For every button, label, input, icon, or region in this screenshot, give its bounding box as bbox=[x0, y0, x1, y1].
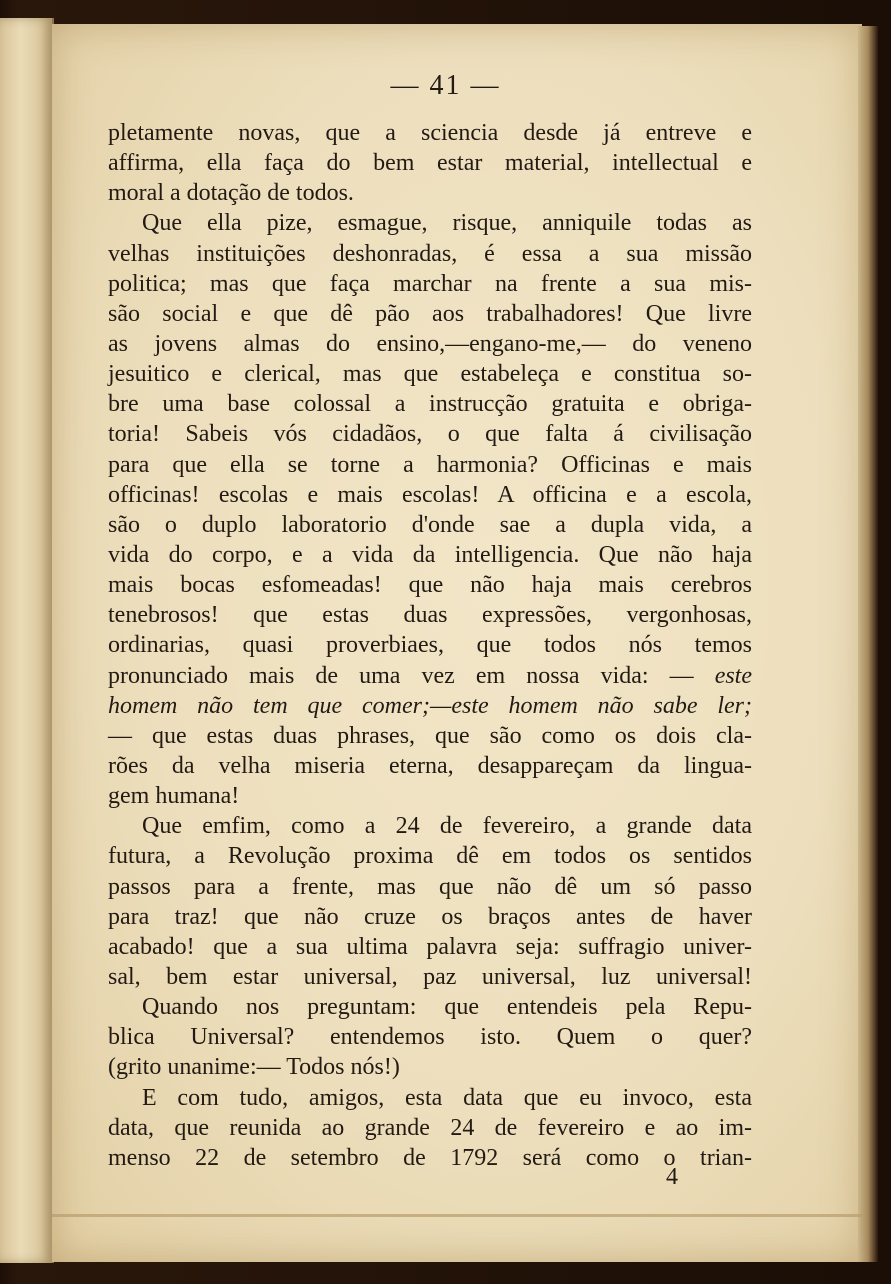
text-line bbox=[108, 450, 752, 480]
text-line bbox=[108, 510, 752, 540]
text-line bbox=[108, 962, 752, 992]
text-segment: passos para a frente, mas que não dê um só passo bbox=[108, 873, 752, 900]
text-segment: E com tudo, amigos, esta data que eu invoco, esta bbox=[142, 1084, 752, 1111]
text-line bbox=[108, 872, 752, 902]
italic-text-segment: homem não tem que comer;—este homem não sabe ler; bbox=[108, 692, 752, 719]
text-line bbox=[108, 359, 752, 389]
text-segment: toria! Sabeis vós cidadãos, o que falta á civilisação bbox=[108, 421, 752, 448]
text-segment: são social e que dê pão aos trabalhadores! Que livre bbox=[108, 300, 752, 327]
text-segment: blica Universal? entendemos isto. Quem o quer? bbox=[108, 1024, 752, 1051]
text-line bbox=[108, 661, 752, 691]
text-line bbox=[108, 1113, 752, 1143]
text-segment: são o duplo laboratorio d'onde sae a dupla vida, a bbox=[108, 511, 752, 538]
body-text bbox=[108, 118, 752, 1173]
text-line bbox=[108, 691, 752, 721]
text-segment: mais bocas esfomeadas! que não haja mais cerebros bbox=[108, 572, 752, 599]
text-line bbox=[108, 992, 752, 1022]
text-line bbox=[108, 118, 752, 148]
text-line bbox=[108, 630, 752, 660]
text-line bbox=[108, 329, 752, 359]
text-segment: futura, a Revolução proxima dê em todos os sentidos bbox=[108, 843, 752, 870]
text-segment: officinas! escolas e mais escolas! A officina e a escola, bbox=[108, 481, 752, 508]
text-line bbox=[108, 932, 752, 962]
text-line bbox=[108, 721, 752, 751]
text-line bbox=[108, 148, 752, 178]
text-line bbox=[108, 781, 752, 811]
text-segment: Que emfim, como a 24 de fevereiro, a grande data bbox=[142, 813, 752, 840]
text-line bbox=[108, 269, 752, 299]
text-segment: — que estas duas phrases, que são como os dois cla- bbox=[108, 722, 752, 749]
text-segment: data, que reunida ao grande 24 de fevereiro e ao im- bbox=[108, 1114, 752, 1141]
text-segment: acabado! que a sua ultima palavra seja: suffragio univer- bbox=[108, 933, 752, 960]
text-segment: ordinarias, quasi proverbiaes, que todos nós temos bbox=[108, 632, 752, 659]
text-line bbox=[108, 1143, 752, 1173]
text-segment: gem humana! bbox=[108, 783, 240, 810]
text-line bbox=[108, 540, 752, 570]
text-segment: Que ella pize, esmague, risque, anniquile todas as bbox=[142, 210, 752, 237]
page-bottom-edge bbox=[52, 1214, 862, 1217]
text-line bbox=[108, 841, 752, 871]
text-segment: menso 22 de setembro de 1792 será como o trian- bbox=[108, 1144, 752, 1171]
text-segment: velhas instituições deshonradas, é essa a sua missão bbox=[108, 240, 752, 267]
page-fore-edge bbox=[858, 26, 878, 1262]
italic-text-segment: este bbox=[714, 662, 752, 689]
text-segment: tenebrosos! que estas duas expressões, vergonhosas, bbox=[108, 602, 752, 629]
text-segment: para traz! que não cruze os braços antes de haver bbox=[108, 903, 752, 930]
text-line bbox=[108, 299, 752, 329]
page-number-header: — 41 — bbox=[390, 70, 501, 101]
text-line bbox=[108, 1052, 752, 1082]
text-segment: affirma, ella faça do bem estar material, intellectual e bbox=[108, 150, 752, 177]
text-line bbox=[108, 480, 752, 510]
previous-page-edge bbox=[0, 18, 54, 1263]
text-segment: rões da velha miseria eterna, desappareçam da lingua- bbox=[108, 752, 752, 779]
text-line bbox=[108, 811, 752, 841]
text-segment: jesuitico e clerical, mas que estabeleça e constitua so- bbox=[108, 361, 752, 388]
text-line bbox=[108, 1022, 752, 1052]
signature-mark: 4 bbox=[666, 1164, 678, 1190]
text-line bbox=[108, 389, 752, 419]
text-line bbox=[108, 751, 752, 781]
text-segment: pletamente novas, que a sciencia desde já entreve e bbox=[108, 120, 752, 146]
text-segment: moral a dotação de todos. bbox=[108, 180, 354, 207]
text-segment: sal, bem estar universal, paz universal, luz universal! bbox=[108, 963, 752, 990]
text-line bbox=[108, 419, 752, 449]
text-segment: as jovens almas do ensino,—engano-me,— do veneno bbox=[108, 330, 752, 357]
text-segment: Quando nos preguntam: que entendeis pela Repu- bbox=[142, 994, 752, 1021]
text-line bbox=[108, 239, 752, 269]
text-segment: (grito unanime:— Todos nós!) bbox=[108, 1054, 400, 1081]
text-segment: para que ella se torne a harmonia? Officinas e mais bbox=[108, 451, 752, 478]
text-line bbox=[108, 178, 752, 208]
text-line bbox=[108, 600, 752, 630]
text-line bbox=[108, 208, 752, 238]
text-line bbox=[108, 1083, 752, 1113]
text-segment: bre uma base colossal a instrucção gratuita e obriga- bbox=[108, 391, 752, 418]
text-segment: politica; mas que faça marchar na frente a sua mis- bbox=[108, 270, 752, 297]
text-segment: pronunciado mais de uma vez em nossa vida: — bbox=[108, 662, 715, 689]
text-line bbox=[108, 902, 752, 932]
text-line bbox=[108, 570, 752, 600]
text-segment: vida do corpo, e a vida da intelligencia. Que não haja bbox=[108, 541, 752, 568]
